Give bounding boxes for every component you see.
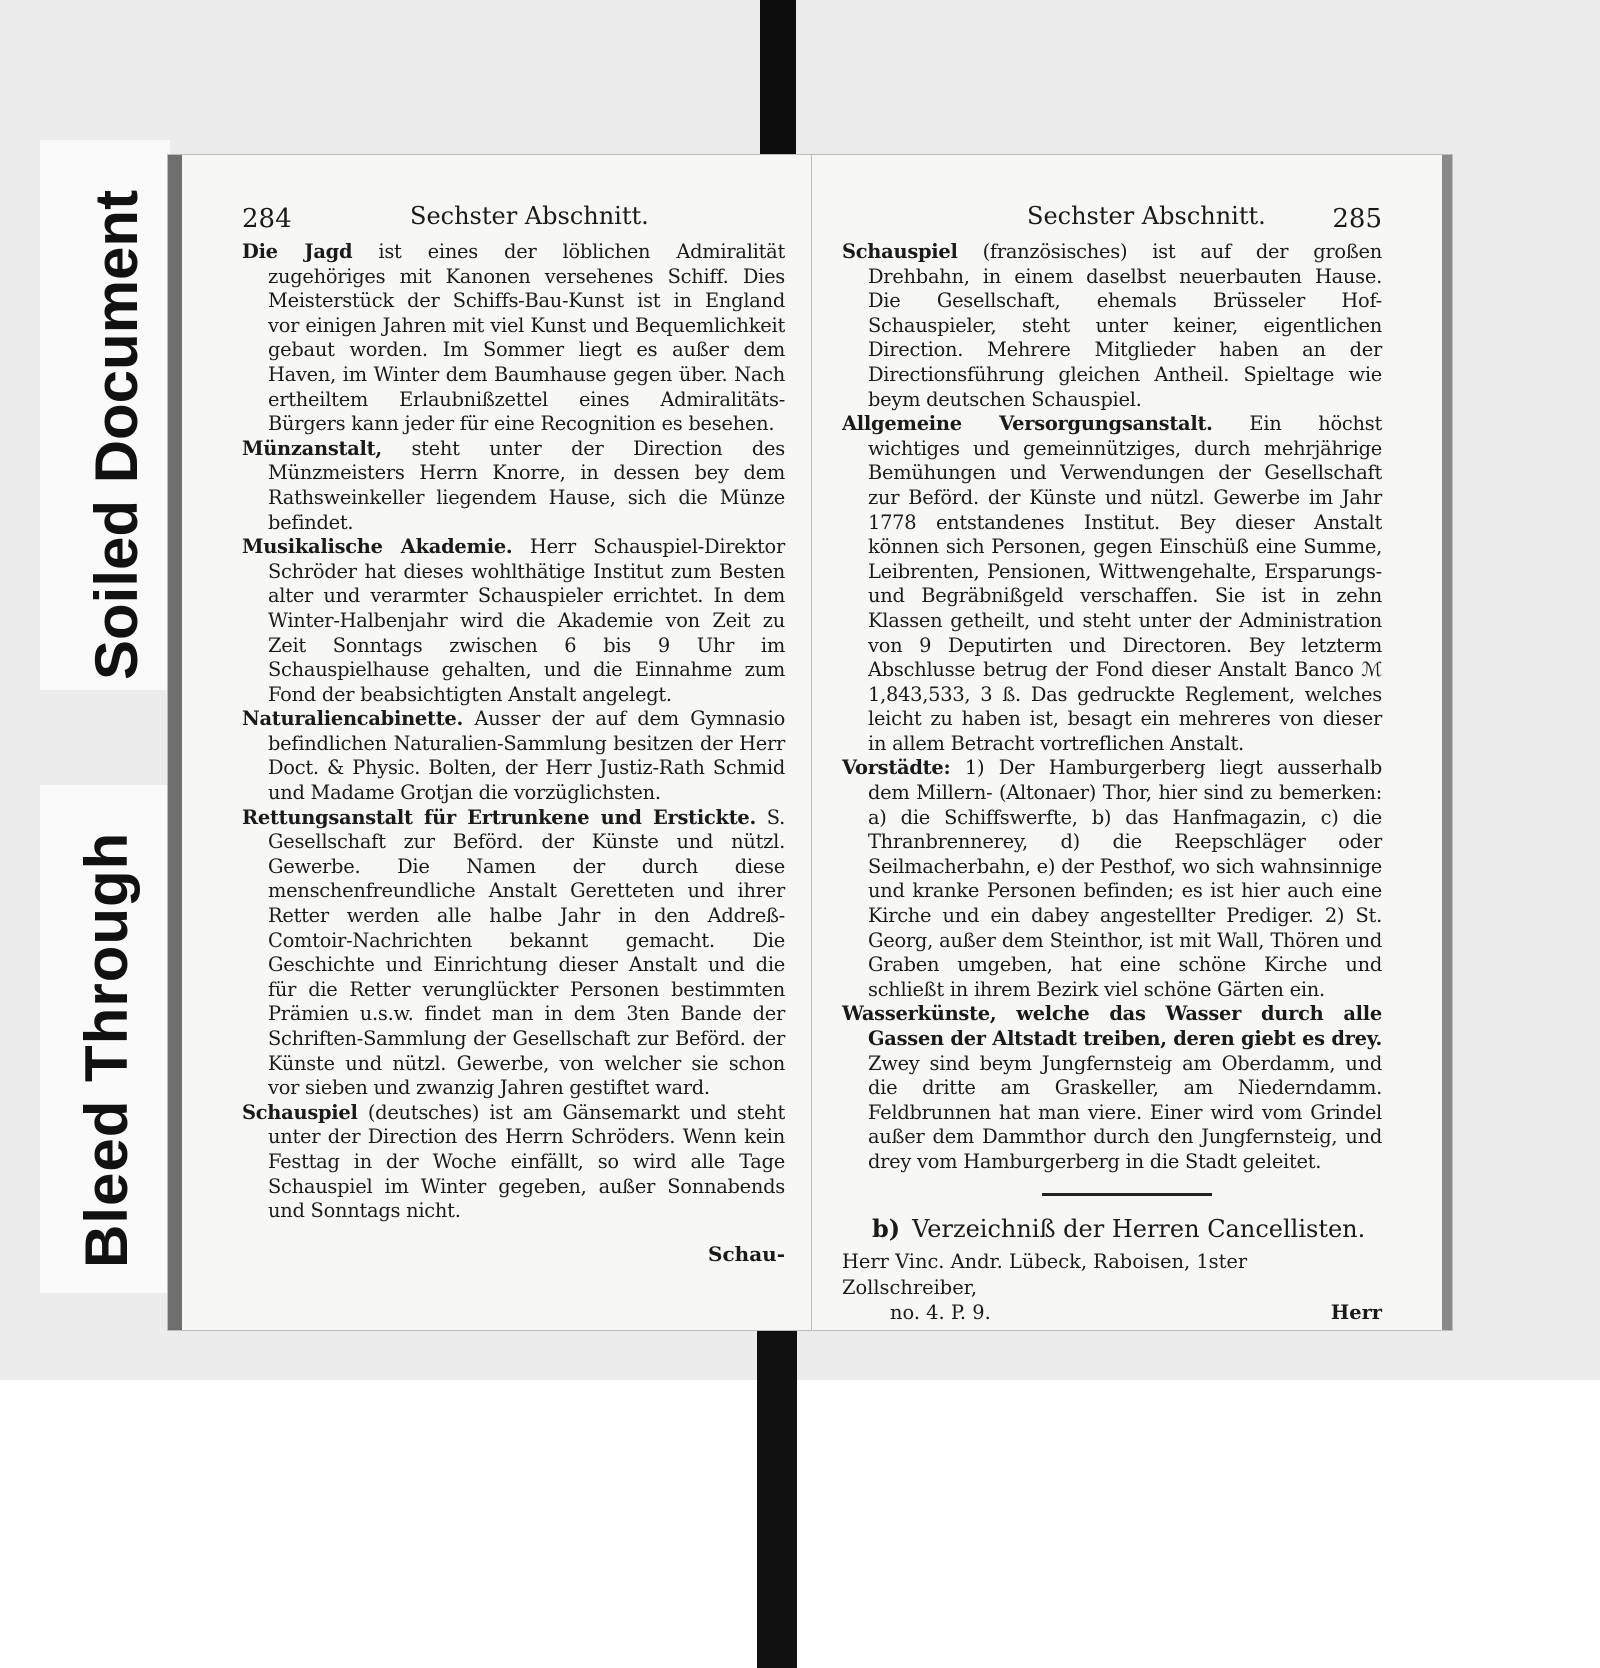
entry-rettungsanstalt: Rettungsanstalt für Ertrunkene und Erstickte. S. Gesellschaft zur Beförd. der Künste und nützl. Gewerbe. Die Namen der durch diese menschenfreundliche Anstalt Geretteten und ihrer Retter werden alle halbe Jahr in den Addreß-Comtoir-Nachrichten bekannt gemacht. Die Geschichte und Einrichtung dieser Anstalt und die für die Retter verunglückter Personen bestimmten Prämien u.s.w. findet man in dem 3ten Bande der Schriften-Sammlung der Gesellschaft zur Beförd. der Künste und nützl. Gewerbe, von welcher sie schon vor sieben und zwanzig Jahren gestiftet ward. [242,805,785,1100]
right-page [812,155,1452,1330]
left-page [168,155,819,1330]
catchword: Schau- [708,1241,785,1266]
section-b-heading: b) Verzeichniß der Herren Cancellisten. [872,1213,1366,1243]
entry-schauspiel-deutsch: Schauspiel (deutsches) ist am Gänsemarkt und steht unter der Direction des Herrn Schröders. Wenn kein Festtag in der Woche einfällt, so wird alle Tage Schauspiel im Winter gegeben, außer Sonnabends und Sonntags nicht. [242,1100,785,1223]
entry-muenzanstalt: Münzanstalt, steht unter der Direction des Münzmeisters Herrn Knorre, in dessen bey dem Rathsweinkeller liegendem Hause, sich die Münze befindet. [242,436,785,534]
left-page-header [242,200,785,240]
entry-die-jagd: Die Jagd ist eines der löblichen Admiralität zugehöriges mit Kanonen versehenes Schiff. Dies Meisterstück der Schiffs-Bau-Kunst ist in England vor einigen Jahren mit viel Kunst und Bequemlichkeit gebaut worden. Im Sommer liegt es außer dem Haven, im Winter dem Baumhause gegen über. Nach ertheiltem Erlaubnißzettel eines Admiralitäts-Bürgers kann jeder für eine Recognition es besehen. [242,240,785,436]
section-divider [1042,1193,1212,1196]
entry-musikalische-akademie: Musikalische Akademie. Herr Schauspiel-Direktor Schröder hat dieses wohlthätige Institut zum Besten alter und verarmter Schauspieler errichtet. In dem Winter-Halbenjahr wird die Akademie von Zeit zu Zeit Sonntags zwischen 6 bis 9 Uhr im Schauspielhause gehalten, und die Einnahme zum Fond der beabsichtigten Anstalt angelegt. [242,535,786,706]
entry-schauspiel-franzoesisch: Schauspiel (französisches) ist auf der großen Drehbahn, in einem daselbst neuerbauten Hause. Die Gesellschaft, ehemals Brüsseler Hof-Schauspieler, steht unter keiner, eigentlichen Direction. Mehrere Mitglieder haben an der Directionsführung gleichen Antheil. Spieltage wie beym deutschen Schauspiel. [842,240,1382,411]
running-title: Sechster Abschnitt. [410,202,649,230]
catchword: Herr [1330,1300,1382,1324]
entry-wasserkuenste: Wasserkünste, welche das Wasser durch alle Gassen der Altstadt treiben, deren giebt es drey. Zwey sind beym Jungfernsteig am Oberdamm, und die dritte am Graskeller, am Niederndamm. Feldbrunnen hat man viere. Einer wird vom Grindel außer dem Dammthor durch den Jungfernsteig, und drey vom Hamburgerberg in die Stadt geleitet. [842,1002,1382,1173]
bleed-through-label: Bleed Through [73,831,140,1268]
entry-vorstaedte: Vorstädte: 1) Der Hamburgerberg liegt ausserhalb dem Millern- (Altonaer) Thor, hier sind zu bemerken: a) die Schiffswerfte, b) das Hanfmagazin, c) die Thranbrennerey, d) die Reepschläger oder Seilmacherbahn, e) der Pesthof, wo sich wahnsinnige und kranke Personen befinden; es ist hier auch eine Kirche und ein dabey angestellter Prediger. 2) St. Georg, außer dem Steinthor, ist mit Wall, Thören und Graben umgeben, hat eine schöne Kirche und schließt in ihrem Bezirk viel schöne Gärten ein. [842,756,1382,1001]
soiled-document-label: Soiled Document [83,189,150,680]
right-page-header [842,200,1382,240]
listing-line-continued: no. 4. P. 9. Herr [890,1300,1382,1324]
page-number: 284 [242,204,292,234]
binding-gutter-top [760,0,796,170]
listing-line: Herr Vinc. Andr. Lübeck, Raboisen, 1ster Zollschreiber, [842,1249,1248,1299]
page-number: 285 [1332,204,1382,234]
entry-naturaliencabinette: Naturaliencabinette. Ausser der auf dem Gymnasio befindlichen Naturalien-Sammlung besitzen der Herr Doct. & Physic. Bolten, der Herr Justiz-Rath Schmid und Madame Grotjan die vorzüglichsten. [242,707,785,805]
scan-background-bottom [0,1380,1600,1668]
entry-versorgungsanstalt: Allgemeine Versorgungsanstalt. Ein höchst wichtiges und gemeinnütziges, durch mehrjährige Bemühungen und Verwendungen der Gesellschaft zur Beförd. der Künste und nützl. Gewerbe im Jahr 1778 entstandenes Institut. Bey dieser Anstalt können sich Personen, gegen Einschüß eine Summe, Leibrenten, Pensionen, Wittwengehalte, Ersparungs- und Begräbnißgeld verschaffen. Sie ist in zehn Klassen getheilt, und steht unter der Administration von 9 Deputirten und Directoren. Bey letzterm Abschlusse betrug der Fond dieser Anstalt Banco ℳ 1,843,533, 3 ß. Das gedruckte Reglement, welches leicht zu haben ist, besagt ein mehreres von dieser in allem Betracht vortreflichen Anstalt. [842,412,1382,755]
running-title: Sechster Abschnitt. [1027,202,1266,230]
